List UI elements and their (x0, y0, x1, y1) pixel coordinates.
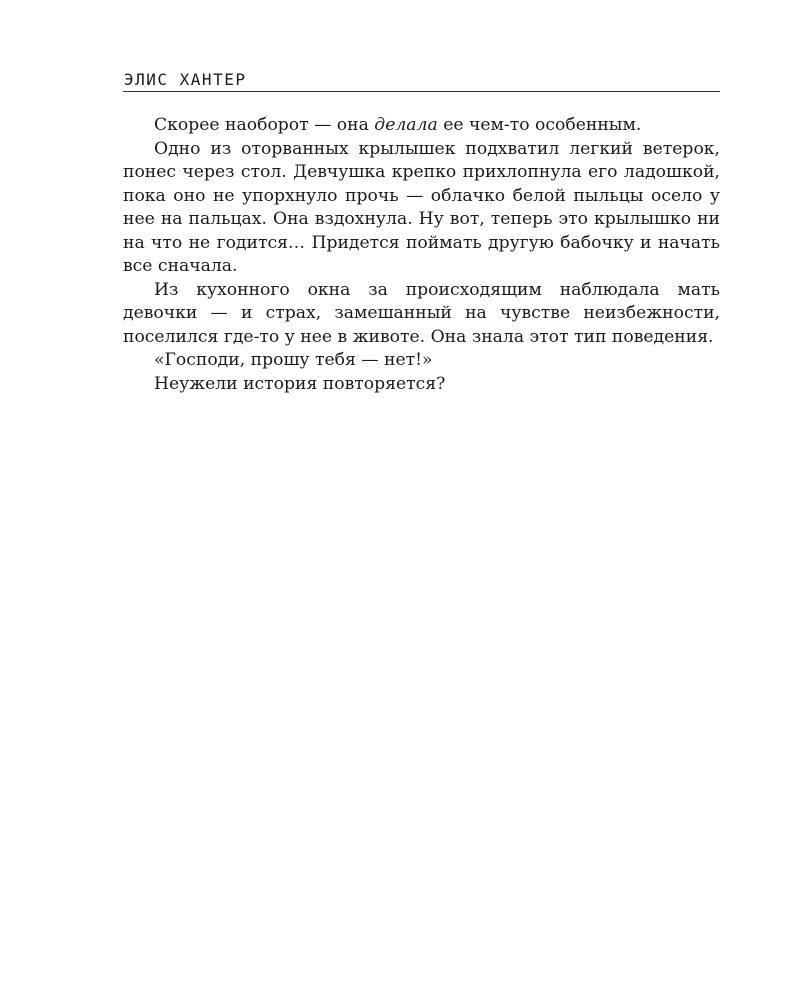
book-page (123, 70, 720, 396)
emphasized-word: делала (374, 115, 438, 135)
paragraph: Одно из оторванных крылышек подхватил легкий ветерок, понес через стол. Девчушка крепко прихлопнула его ладошкой, пока оно не упорхнуло прочь — облачко белой пыльцы осело у нее на пальцах. Она вздохнула. Ну вот, теперь это крылышко ни на что не годится… Придется поймать другую бабочку и начать все сначала. (123, 138, 720, 276)
paragraph: Неужели история повторяется? (154, 373, 446, 394)
body-text (123, 114, 720, 396)
paragraph: «Господи, прошу тебя — нет!» (154, 350, 433, 370)
paragraph-text: Скорее наоборот — она (154, 115, 375, 135)
paragraph (123, 114, 720, 138)
running-head: ЭЛИС ХАНТЕР (123, 70, 720, 92)
paragraph: Из кухонного окна за происходящим наблюдала мать девочки — и страх, замешанный на чувстве неизбежности, поселился где-то у нее в животе. Она знала этот тип поведения. (123, 279, 720, 347)
paragraph-text: ее чем-то особенным. (437, 115, 642, 135)
